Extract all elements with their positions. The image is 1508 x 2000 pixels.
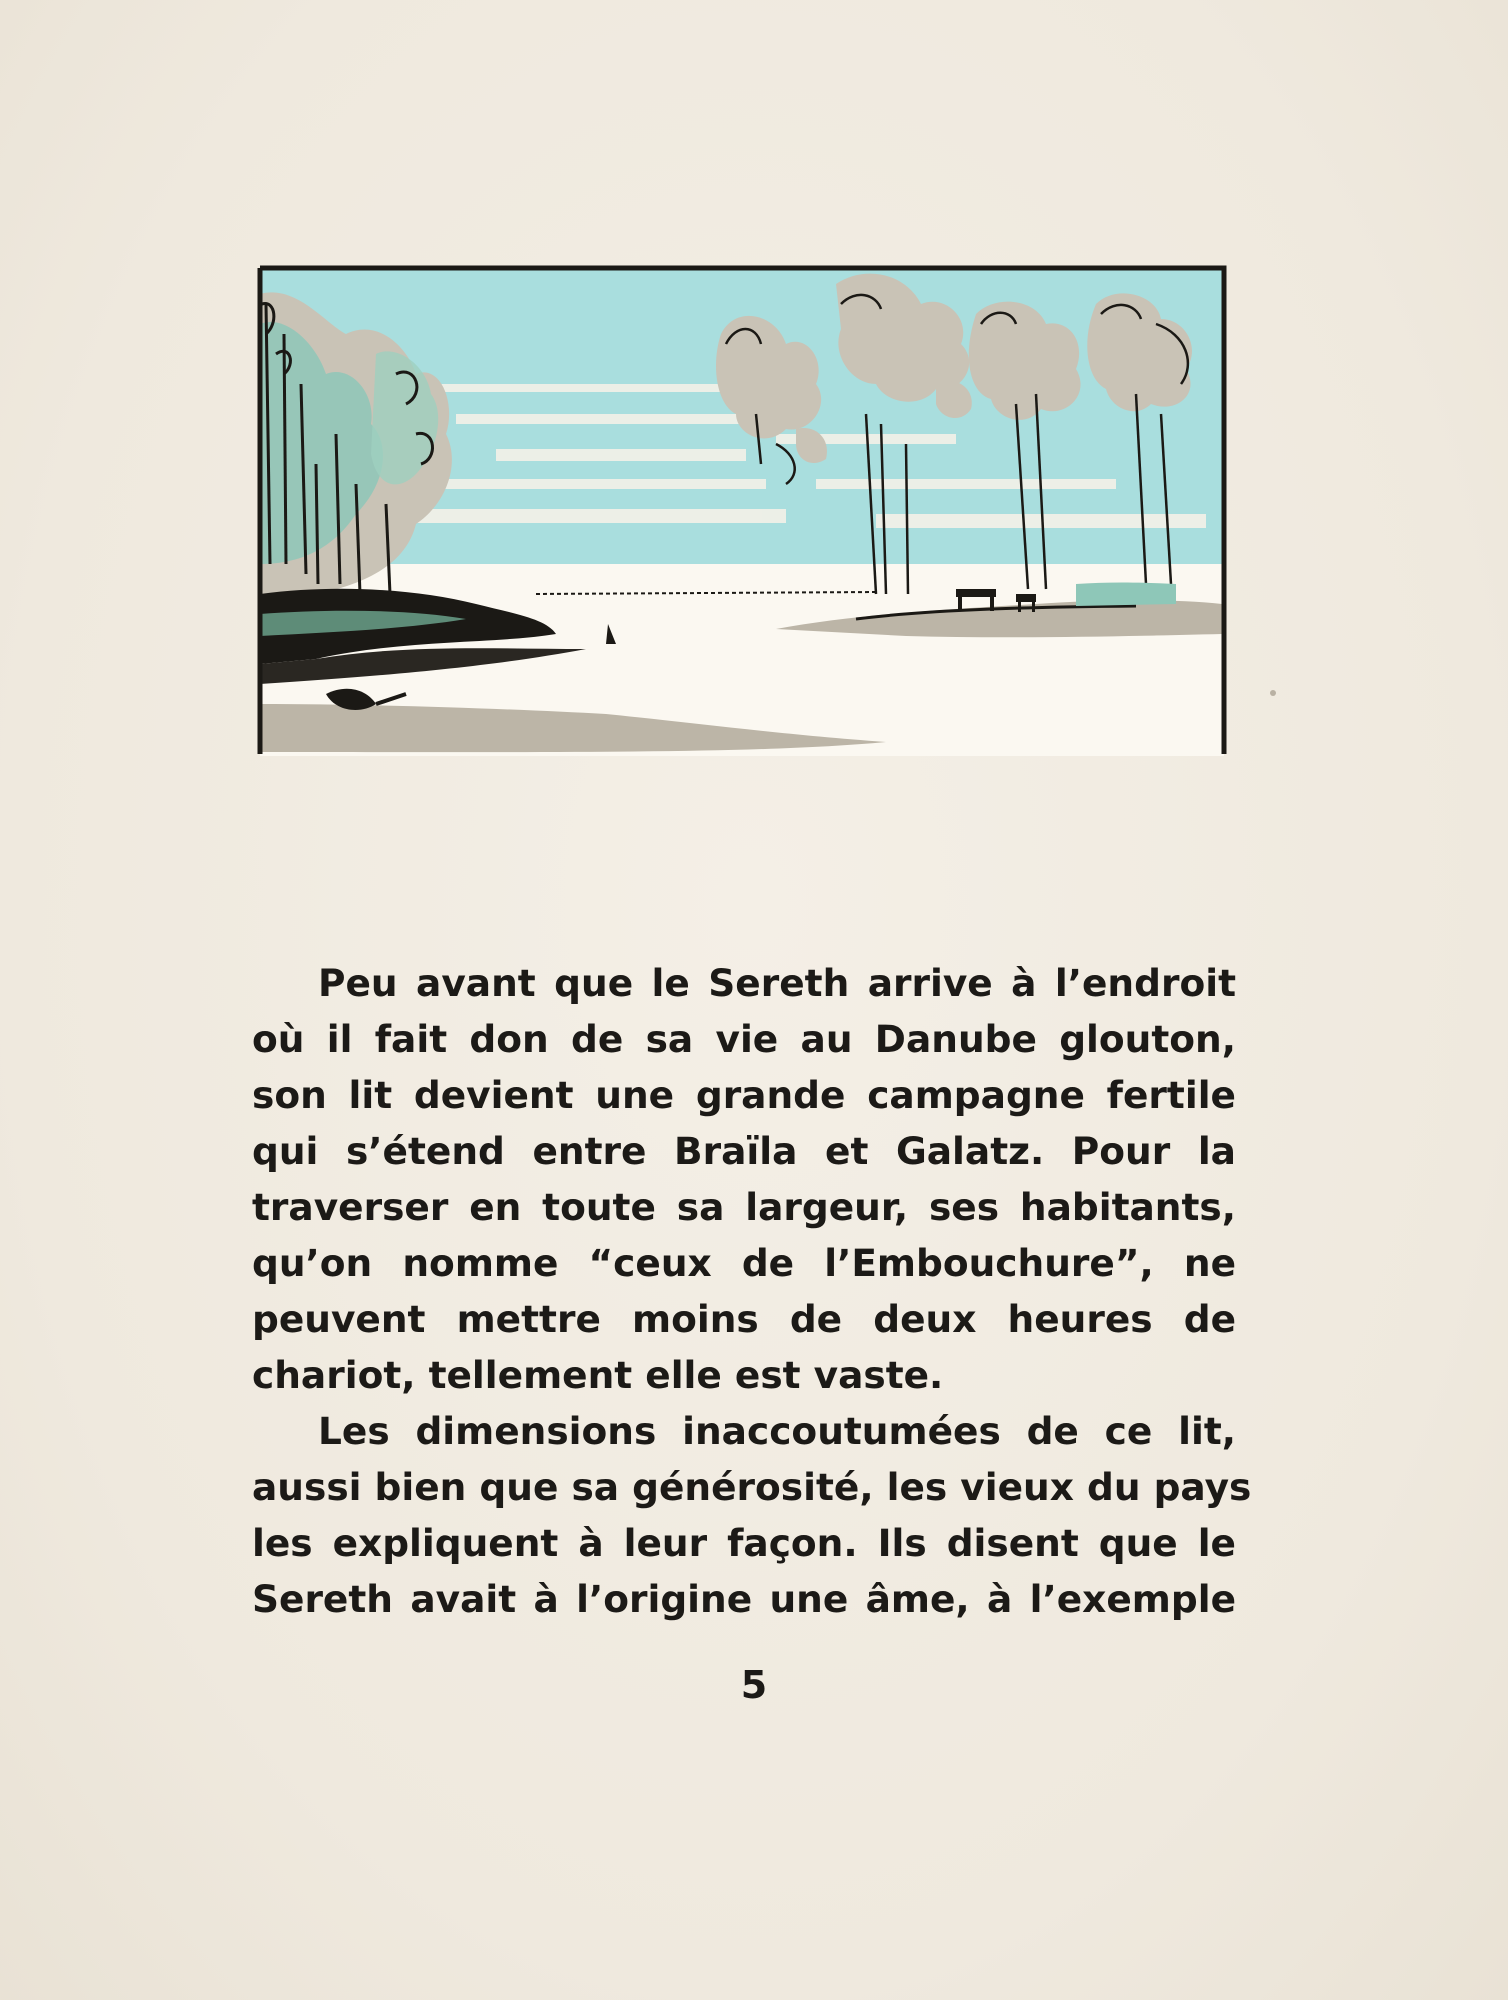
text-line: traverser en toute sa largeur, ses habitants, — [252, 1185, 1236, 1229]
body-text — [252, 955, 1252, 1627]
text-line: Peu avant que le Sereth arrive à l’endroit — [318, 961, 1236, 1005]
text-line: Sereth avait à l’origine une âme, à l’exemple — [252, 1577, 1236, 1621]
paragraph-1 — [252, 955, 1236, 1403]
text-line: son lit devient une grande campagne fertile — [252, 1073, 1236, 1117]
paragraph-2 — [252, 1403, 1252, 1627]
text-line: les expliquent à leur façon. Ils disent que le — [252, 1521, 1236, 1565]
landscape-illustration — [256, 264, 1228, 756]
text-line: Les dimensions inaccoutumées de ce lit, — [318, 1409, 1236, 1453]
text-line: qu’on nomme “ceux de l’Embouchure”, ne — [252, 1241, 1236, 1285]
text-line: qui s’étend entre Braïla et Galatz. Pour la — [252, 1129, 1236, 1173]
text-line: où il fait don de sa vie au Danube glouton, — [252, 1017, 1236, 1061]
page-number: 5 — [740, 1663, 768, 1707]
text-line: peuvent mettre moins de deux heures de — [252, 1297, 1236, 1341]
text-line: aussi bien que sa générosité, les vieux du pays — [252, 1465, 1252, 1509]
paper-speck — [1270, 690, 1276, 696]
text-line: chariot, tellement elle est vaste. — [252, 1353, 944, 1397]
